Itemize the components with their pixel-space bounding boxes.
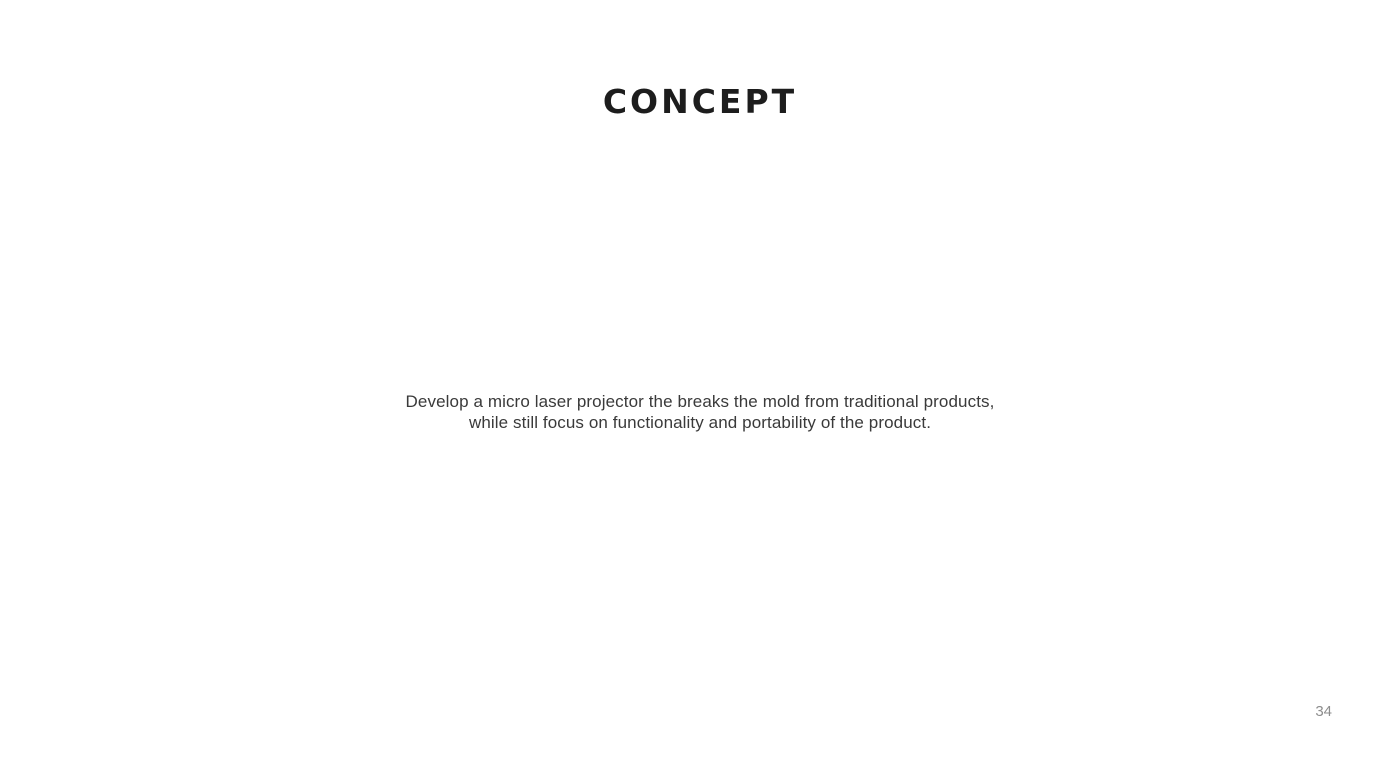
- body-line-1: Develop a micro laser projector the breaks the mold from traditional products,: [405, 392, 995, 411]
- slide-title: CONCEPT: [602, 82, 798, 121]
- slide-body-text: [0, 391, 1400, 433]
- page-number: 34: [1315, 703, 1332, 720]
- body-line-2: while still focus on functionality and portability of the product.: [468, 413, 932, 432]
